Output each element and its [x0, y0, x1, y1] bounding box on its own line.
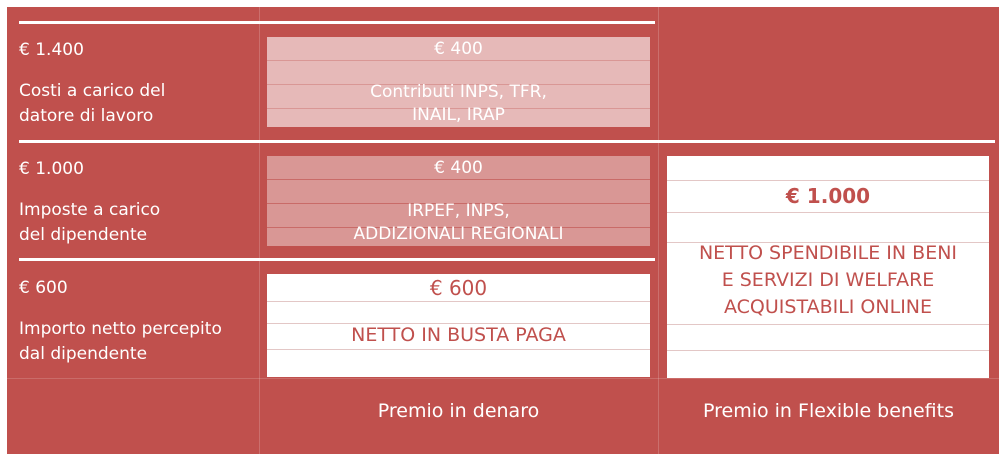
flex-line3: ACQUISTABILI ONLINE: [723, 296, 933, 318]
cash-employee-taxes-line2: ADDIZIONALI REGIONALI: [353, 224, 564, 244]
grid-line: [259, 7, 260, 454]
row2-amount: € 1.000: [19, 159, 84, 179]
cash-employer-costs-value: € 400: [434, 39, 483, 59]
row3-desc: [19, 317, 222, 367]
separator-row2: [19, 258, 655, 261]
row1-desc-line2: datore di lavoro: [19, 106, 154, 126]
grid-line: [658, 7, 659, 454]
cash-net-block: [267, 274, 650, 377]
row1-desc-line1: Costi a carico del: [19, 81, 166, 101]
cash-net-value: € 600: [429, 276, 488, 300]
row1-desc: [19, 79, 165, 129]
cash-employee-taxes-value: € 400: [434, 158, 483, 178]
flex-value: € 1.000: [785, 184, 871, 208]
cash-employer-costs-line2: INAIL, IRAP: [412, 105, 505, 125]
row2-desc-line2: del dipendente: [19, 225, 148, 245]
row3-desc-line1: Importo netto percepito: [19, 319, 222, 339]
flex-line1: NETTO SPENDIBILE IN BENI: [698, 242, 958, 264]
cash-employer-costs-block: [267, 37, 650, 127]
separator-top: [19, 21, 655, 24]
row3-amount: € 600: [19, 278, 68, 298]
cash-net-label: NETTO IN BUSTA PAGA: [351, 324, 566, 346]
row2-desc: [19, 198, 160, 248]
column-label-cash: Premio in denaro: [377, 400, 540, 422]
row2-desc-line1: Imposte a carico: [19, 200, 161, 220]
grid-line: [7, 378, 999, 379]
cash-employer-costs-line1: Contributi INPS, TFR,: [370, 82, 547, 102]
comparison-table: [7, 7, 999, 454]
cash-employee-taxes-block: [267, 156, 650, 246]
row1-amount: € 1.400: [19, 40, 84, 60]
cash-employee-taxes-line1: IRPEF, INPS,: [407, 201, 510, 221]
column-label-flex: Premio in Flexible benefits: [703, 400, 954, 422]
flex-benefits-block: [667, 156, 989, 378]
flex-line2: E SERVIZI DI WELFARE: [721, 269, 935, 291]
separator-row1: [19, 140, 995, 143]
row3-desc-line2: dal dipendente: [19, 344, 148, 364]
